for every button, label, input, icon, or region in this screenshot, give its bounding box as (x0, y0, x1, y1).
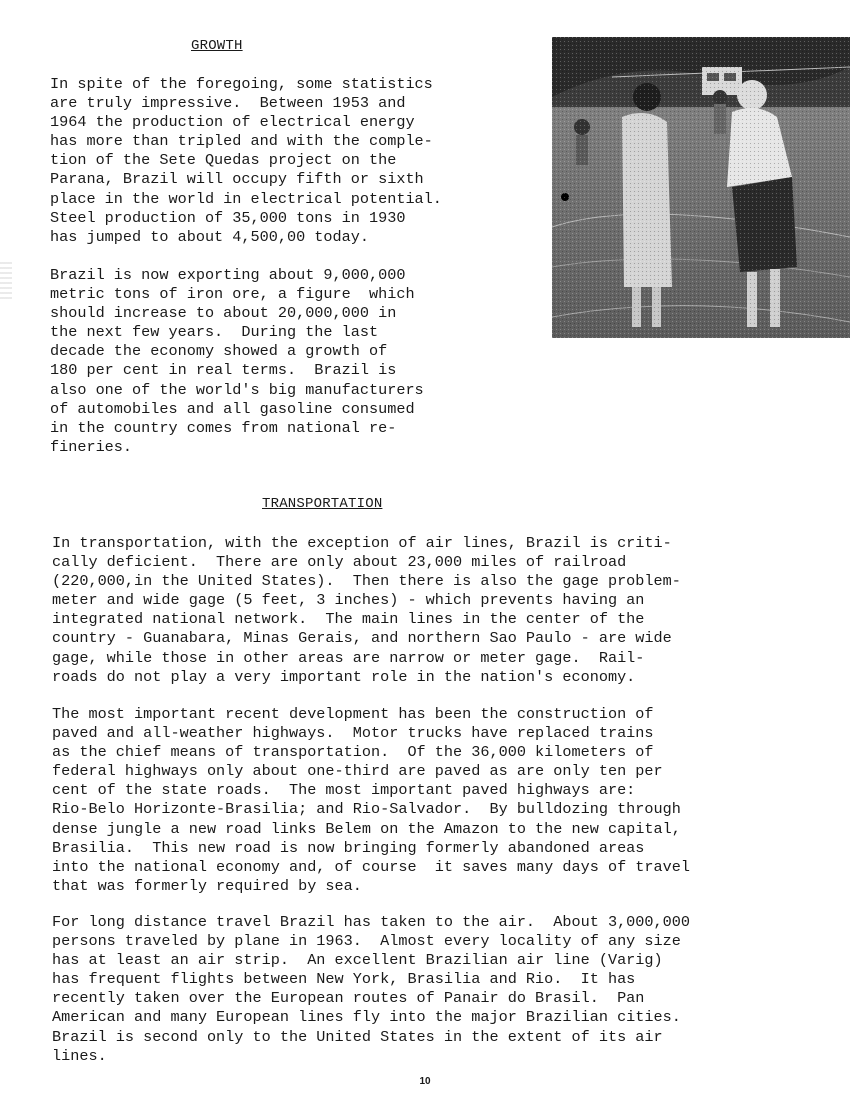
text-line: fineries. (50, 437, 133, 456)
text-line: paved and all-weather highways. Motor trucks have replaced trains (52, 724, 654, 743)
text-line: has frequent flights between New York, Brasilia and Rio. It has (52, 970, 636, 989)
transportation-paragraph-3 (52, 913, 690, 1066)
text-line: that was formerly required by sea. (52, 876, 362, 895)
text-line: are truly impressive. Between 1953 and (50, 94, 406, 113)
text-line: of automobiles and all gasoline consumed (50, 399, 415, 418)
text-line: For long distance travel Brazil has taken to the air. About 3,000,000 (52, 913, 690, 931)
text-line: also one of the world's big manufacturers (50, 380, 424, 399)
text-line: dense jungle a new road links Belem on the Amazon to the new capital, (52, 819, 681, 838)
growth-paragraph-1 (50, 75, 442, 247)
text-line: the next few years. During the last (50, 323, 379, 342)
text-line: has more than tripled and with the comple- (50, 132, 433, 151)
text-line: Brazil is now exporting about 9,000,000 (50, 266, 406, 284)
text-line: tion of the Sete Quedas project on the (50, 151, 397, 170)
text-line: In spite of the foregoing, some statistics (50, 75, 433, 93)
growth-paragraph-2 (50, 266, 424, 457)
text-line: into the national economy and, of course it saves many days of travel (52, 857, 690, 876)
growth-heading: GROWTH (191, 38, 243, 54)
page-number: 10 (419, 1076, 431, 1087)
text-line: cent of the state roads. The most important paved highways are: (52, 781, 636, 800)
text-line: recently taken over the European routes of Panair do Brasil. Pan (52, 989, 645, 1008)
text-line: Brazil is second only to the United States in the extent of its air (52, 1027, 663, 1046)
text-line: as the chief means of transportation. Of the 36,000 kilometers of (52, 743, 654, 762)
text-line: place in the world in electrical potential. (50, 189, 442, 208)
text-line: Rio-Belo Horizonte-Brasilia; and Rio-Salvador. By bulldozing through (52, 800, 681, 819)
transportation-paragraph-1 (52, 534, 681, 687)
text-line: lines. (52, 1046, 107, 1065)
text-line: Parana, Brazil will occupy fifth or sixth (50, 170, 424, 189)
text-line: should increase to about 20,000,000 in (50, 304, 397, 323)
text-line: meter and wide gage (5 feet, 3 inches) - which prevents having an (52, 591, 645, 610)
text-line: in the country comes from national re- (50, 418, 397, 437)
text-line: has at least an air strip. An excellent Brazilian air line (Varig) (52, 951, 663, 970)
text-line: country - Guanabara, Minas Gerais, and northern Sao Paulo - are wide (52, 629, 672, 648)
text-line: 1964 the production of electrical energy (50, 113, 415, 132)
transportation-heading: TRANSPORTATION (262, 496, 383, 512)
text-line: 180 per cent in real terms. Brazil is (50, 361, 397, 380)
text-line: gage, while those in other areas are narrow or meter gage. Rail- (52, 648, 645, 667)
text-line: In transportation, with the exception of air lines, Brazil is criti- (52, 534, 672, 552)
text-line: (220,000,in the United States). Then there is also the gage problem- (52, 572, 681, 591)
text-line: roads do not play a very important role in the nation's economy. (52, 667, 636, 686)
photo-children-on-dirt-road (552, 37, 850, 338)
transportation-paragraph-2 (52, 705, 690, 896)
text-line: metric tons of iron ore, a figure which (50, 285, 415, 304)
text-line: federal highways only about one-third are paved as are only ten per (52, 762, 663, 781)
text-line: cally deficient. There are only about 23,000 miles of railroad (52, 553, 627, 572)
text-line: Steel production of 35,000 tons in 1930 (50, 208, 406, 227)
text-line: The most important recent development has been the construction of (52, 705, 654, 723)
text-line: has jumped to about 4,500,00 today. (50, 227, 369, 246)
text-line: American and many European lines fly into the major Brazilian cities. (52, 1008, 681, 1027)
text-line: Brasilia. This new road is now bringing formerly abandoned areas (52, 838, 645, 857)
text-line: integrated national network. The main lines in the center of the (52, 610, 645, 629)
text-line: persons traveled by plane in 1963. Almost every locality of any size (52, 932, 681, 951)
margin-speck (0, 262, 12, 302)
text-line: decade the economy showed a growth of (50, 342, 388, 361)
